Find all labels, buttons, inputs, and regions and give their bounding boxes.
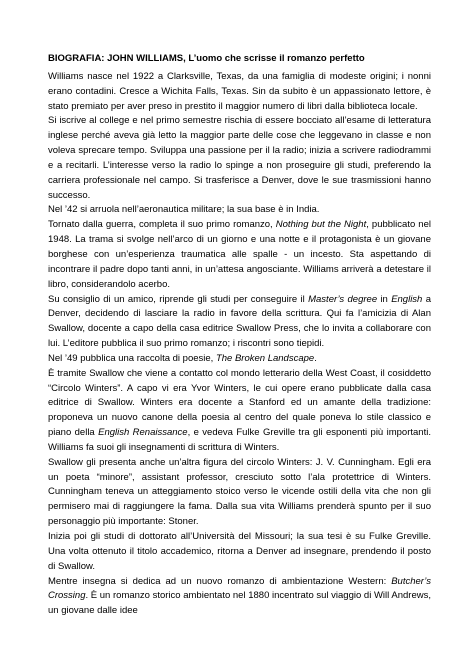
paragraph-text: È tramite Swallow che viene a contatto col mondo letterario della West Coast, il cosiddetto “Circolo Winters”. A capo vi era Yvor Winters, le cui opere erano pubblicate dalla casa editrice di Swallow. Winters era docente a Stanford ed un amante della tradizione: proponeva un nuovo canone della poesia al centro del quale poneva lo stile classico e piano della — [48, 367, 431, 439]
paragraph-text: Su consiglio di un amico, riprende gli studi per conseguire il — [48, 293, 309, 305]
paragraph-text: Nel ’42 si arruola nell’aeronautica militare; la sua base è in India. — [48, 204, 320, 216]
paragraph-text: Mentre insegna si dedica ad un nuovo romanzo di ambientazione Western: — [48, 575, 392, 587]
italic-title: English — [391, 293, 423, 305]
paragraph-text: Inizia poi gli studi di dottorato all’Università del Missouri; la sua tesi è su Fulke Greville. Una volta ottenuto il titolo accademico, ritorna a Denver ad insegnare, prendendo il posto di Swallow. — [48, 531, 431, 572]
paragraph-text: . — [314, 352, 317, 364]
italic-title: English Renaissance — [98, 427, 188, 439]
italic-title: Master’s degree — [308, 293, 378, 305]
body-paragraph — [48, 456, 431, 530]
paragraph-text: . È un romanzo storico ambientato nel 1880 incentrato sul viaggio di Will Andrews, un giovane dalle idee — [48, 590, 431, 617]
body-paragraph — [48, 70, 431, 115]
body-paragraph — [48, 218, 431, 292]
paragraph-text: Tornato dalla guerra, completa il suo primo romanzo, — [48, 219, 276, 231]
document-body — [48, 70, 431, 619]
paragraph-text: a Denver, decidendo di lasciare la radio in favore della scrittura. Qui fa l’amicizia di Alan Swallow, docente a capo della casa editrice Swallow Press, che lo invita a collaborare con lui. L’editore pubblica il suo primo romanzo; i riscontri sono tiepidi. — [48, 293, 431, 350]
italic-title: Butcher’s Crossing — [48, 575, 431, 602]
body-paragraph — [48, 530, 431, 575]
paragraph-text: Si iscrive al college e nel primo semestre rischia di essere bocciato all’esame di letteratura inglese perché aveva già letto la maggior parte delle cose che leggevano in classe e non voleva sprecare tempo. Sviluppa una passione per il la radio; inizia a scrivere radiodrammi e a recitarli. L’interesse verso la radio lo spinge a non proseguire gli studi, preferendo la carriera professionale nel campo. Si trasferisce a Denver, dove le sue trasmissioni hanno successo. — [48, 115, 431, 201]
italic-title: The Broken Landscape — [215, 352, 315, 364]
paragraph-text: Williams nasce nel 1922 a Clarksville, Texas, da una famiglia di modeste origini; i nonni erano contadini. Cresce a Wichita Falls, Texas. Sin da subito è un appassionato lettore, è stato premiato per aver preso in prestito il maggior numero di libri dalla biblioteca locale. — [48, 70, 431, 112]
body-paragraph — [48, 114, 431, 203]
body-paragraph — [48, 575, 431, 620]
paragraph-text: Nel ’49 pubblica una raccolta di poesie, — [48, 352, 216, 364]
body-paragraph — [48, 367, 431, 456]
paragraph-text: Swallow gli presenta anche un’altra figura del circolo Winters: J. V. Cunningham. Egli era un poeta “minore”, assistant professor, cresciuto sotto l’ala protettrice di Winters. Cunningham teneva un atteggiamento stoico verso le vicende ostili della vita che non gli permisero mai di raggiungere la fama. Dalla sua vita Williams prenderà spunto per il suo personaggio più importante: Stoner. — [48, 456, 431, 528]
paragraph-text: , pubblicato nel 1948. La trama si svolge nell’arco di un giorno e una notte e il protagonista è un giovane borghese con un’esperienza traumatica alle spalle - un incesto. Sta aspettando di incontrare il padre dopo tanti anni, in un’attesa angosciante. Williams arriverà a detestare il libro, considerandolo acerbo. — [48, 219, 431, 290]
body-paragraph — [48, 203, 431, 218]
paragraph-text: , e vedeva Fulke Greville tra gli esponenti più importanti. Williams fa suoi gli insegnamenti di scrittura di Winters. — [48, 427, 431, 453]
body-paragraph — [48, 293, 431, 352]
body-paragraph — [48, 352, 431, 367]
italic-title: Nothing but the Night — [275, 219, 367, 231]
document-title: BIOGRAFIA: JOHN WILLIAMS, L’uomo che scrisse il romanzo perfetto — [48, 53, 365, 64]
paragraph-text: in — [377, 293, 392, 305]
